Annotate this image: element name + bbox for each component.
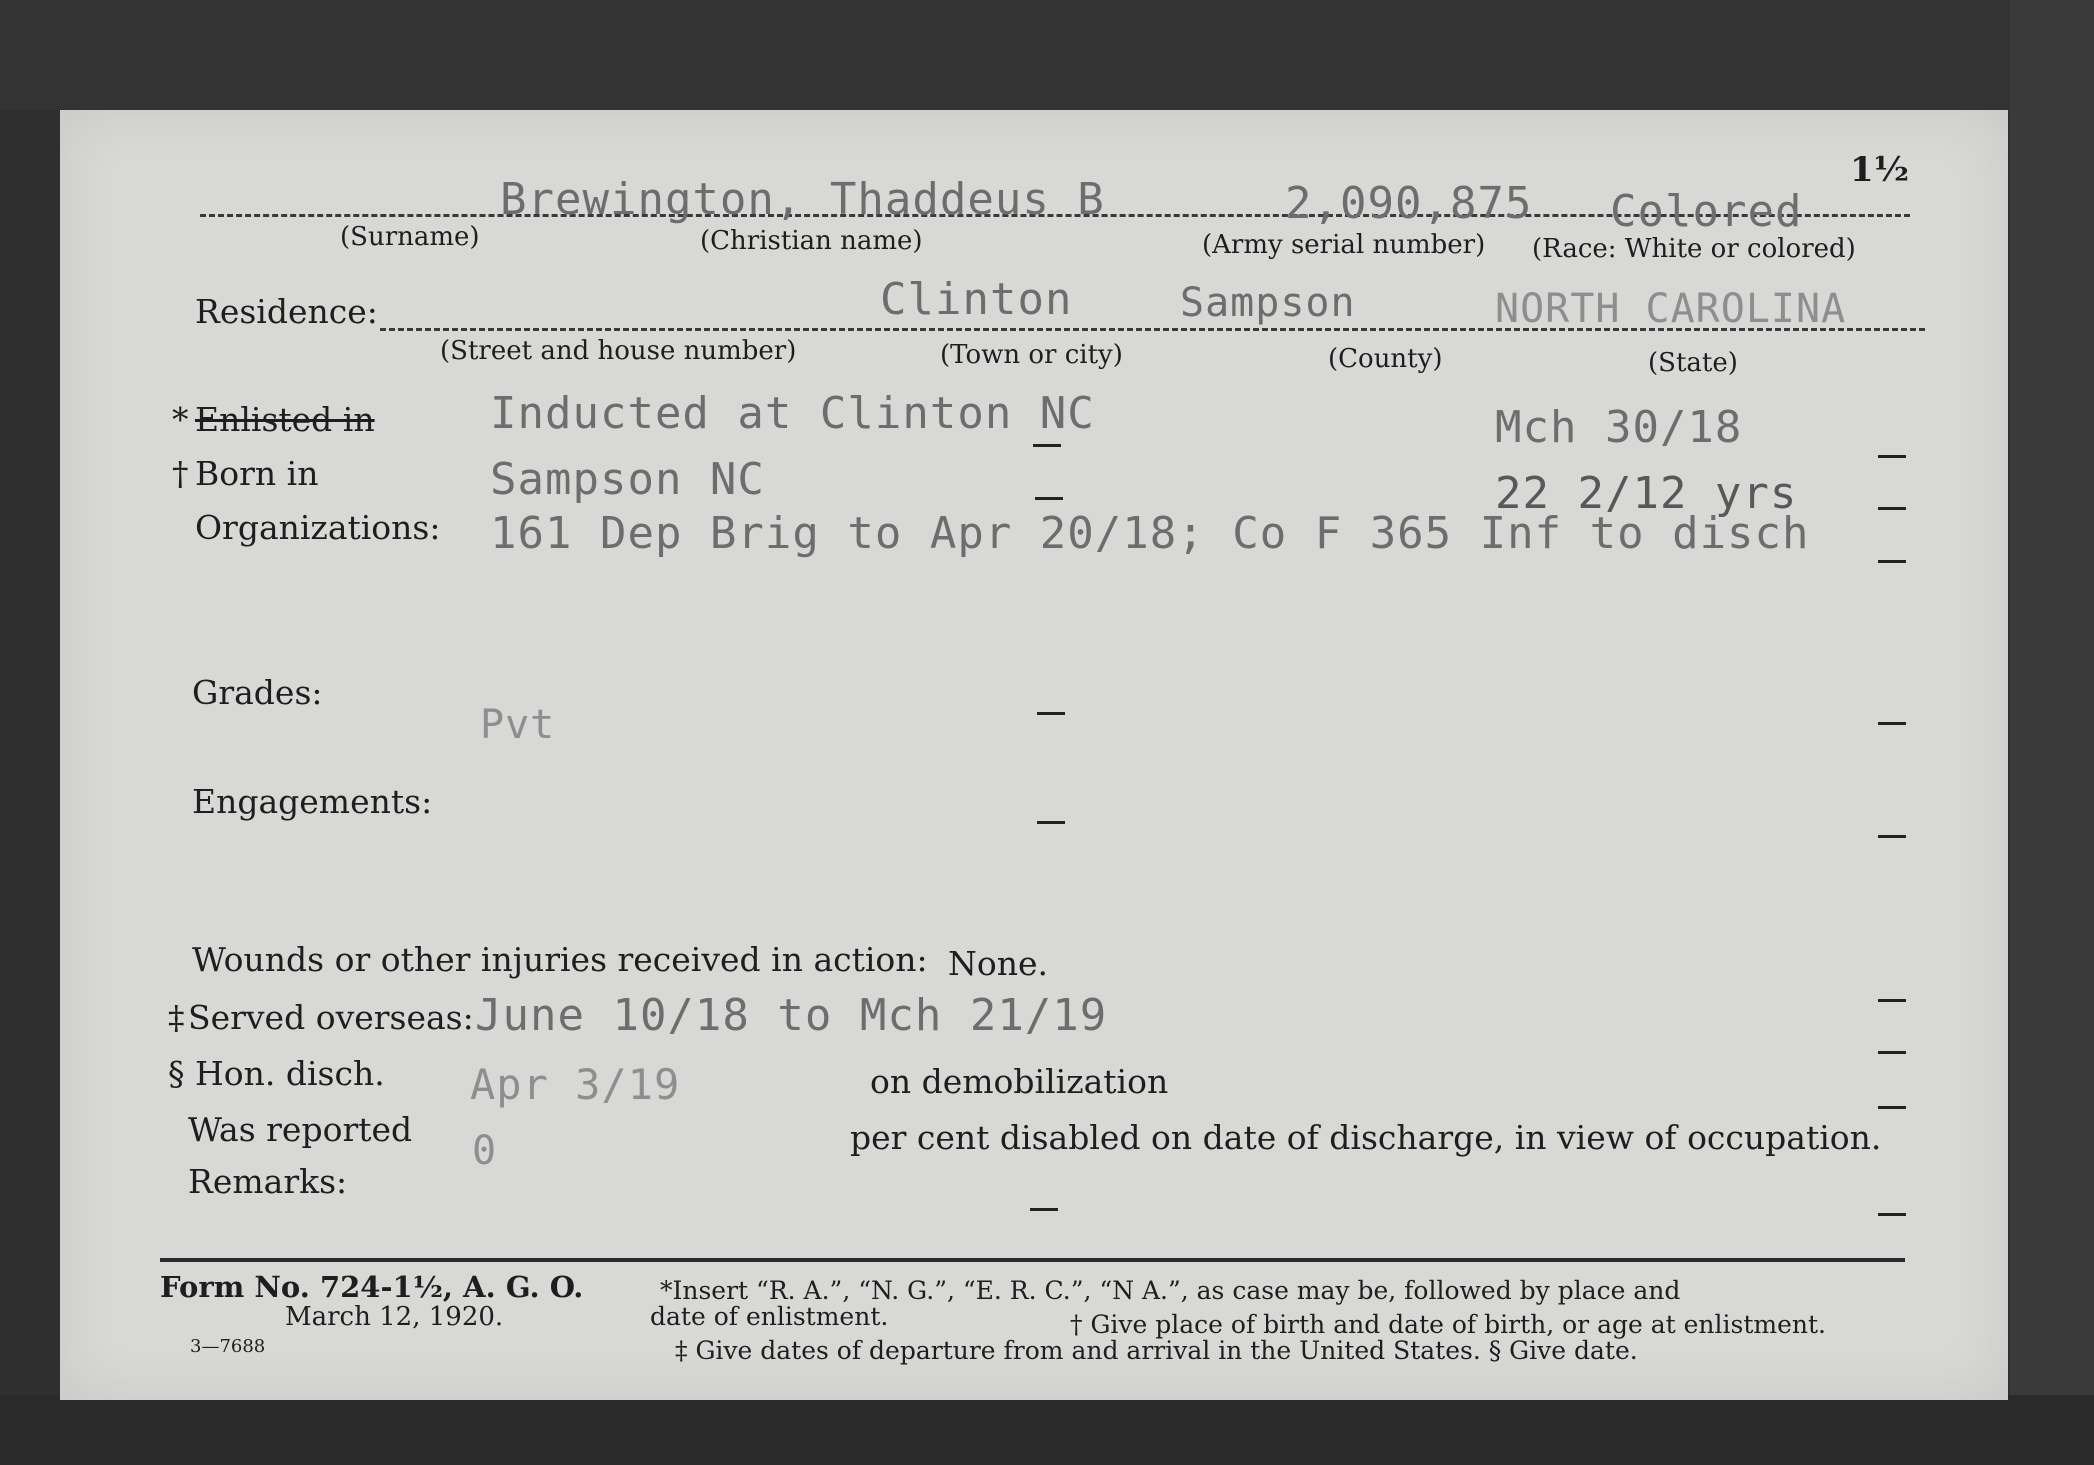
organizations-label: Organizations: — [195, 508, 441, 547]
dash-mark — [1037, 821, 1065, 824]
dash-mark — [1878, 455, 1906, 458]
town-label: (Town or city) — [940, 340, 1123, 370]
dash-mark — [1030, 1208, 1058, 1211]
christian-name-label: (Christian name) — [700, 226, 923, 256]
serial-number-label: (Army serial number) — [1202, 230, 1486, 260]
grades-label: Grades: — [192, 673, 323, 712]
organizations-value: 161 Dep Brig to Apr 20/18; Co F 365 Inf to disch — [490, 508, 1810, 559]
dash-mark — [1878, 1106, 1906, 1109]
enlisted-label: Enlisted in — [195, 400, 375, 439]
residence-label: Residence: — [195, 292, 378, 331]
service-record-card — [60, 110, 2008, 1400]
hon-disch-value: Apr 3/19 — [470, 1060, 681, 1109]
dash-mark — [1037, 712, 1065, 715]
race-value: Colored — [1610, 186, 1803, 237]
overseas-label: Served overseas: — [188, 998, 474, 1037]
enlisted-date: Mch 30/18 — [1495, 402, 1743, 453]
grades-value: Pvt — [480, 702, 556, 748]
dash-mark — [1878, 722, 1906, 725]
form-number: Form No. 724-1½, A. G. O. — [160, 1270, 584, 1304]
surname-label: (Surname) — [340, 222, 480, 252]
wounds-value: None. — [948, 944, 1049, 983]
footnote-birth: † Give place of birth and date of birth, or age at enlistment. — [1070, 1310, 1826, 1339]
background-top — [0, 0, 2094, 110]
dash-mark — [1033, 444, 1061, 447]
born-label: Born in — [195, 454, 319, 493]
hon-disch-suffix: on demobilization — [870, 1062, 1169, 1101]
reported-label: Was reported — [188, 1110, 413, 1149]
form-date: March 12, 1920. — [285, 1302, 504, 1332]
dash-mark — [1878, 835, 1906, 838]
hon-disch-mark: § — [168, 1054, 185, 1093]
county-label: (County) — [1328, 344, 1443, 374]
street-label: (Street and house number) — [440, 336, 797, 366]
footer-rule — [160, 1258, 1905, 1262]
background-right — [2010, 0, 2094, 1465]
footnote-overseas: ‡ Give dates of departure from and arrival in the United States. § Give date. — [675, 1336, 1638, 1365]
wounds-label: Wounds or other injuries received in action: — [192, 940, 928, 979]
remarks-label: Remarks: — [188, 1162, 348, 1201]
overseas-mark: ‡ — [168, 998, 185, 1037]
state-value: NORTH CAROLINA — [1495, 286, 1847, 332]
enlisted-mark: * — [172, 400, 189, 439]
footnote-insert: *Insert “R. A.”, “N. G.”, “E. R. C.”, “N A.”, as case may be, followed by place and — [660, 1276, 1681, 1305]
dash-mark — [1878, 1213, 1906, 1216]
race-label: (Race: White or colored) — [1532, 234, 1856, 264]
hon-disch-label: Hon. disch. — [195, 1054, 385, 1093]
born-mark: † — [172, 454, 189, 493]
name-value: Brewington, Thaddeus B — [500, 174, 1105, 225]
enlisted-value: Inducted at Clinton NC — [490, 388, 1095, 439]
form-code: 3—7688 — [190, 1336, 266, 1357]
dash-mark — [1878, 507, 1906, 510]
dash-mark — [1035, 497, 1063, 500]
engagements-label: Engagements: — [192, 782, 433, 821]
dash-mark — [1878, 999, 1906, 1002]
county-value: Sampson — [1180, 280, 1356, 326]
background-bottom — [0, 1395, 2094, 1465]
dash-mark — [1878, 560, 1906, 563]
born-value: Sampson NC — [490, 454, 765, 505]
card-number: 1½ — [1850, 150, 1910, 190]
dash-mark — [1878, 1051, 1906, 1054]
reported-suffix: per cent disabled on date of discharge, in view of occupation. — [850, 1118, 1882, 1157]
state-label: (State) — [1648, 348, 1738, 378]
footnote-enlistment: date of enlistment. — [650, 1302, 889, 1331]
born-age: 22 2/12 yrs — [1495, 468, 1798, 519]
town-value: Clinton — [880, 274, 1073, 325]
serial-value: 2,090,875 — [1285, 178, 1533, 229]
overseas-value: June 10/18 to Mch 21/19 — [475, 990, 1108, 1041]
reported-value: 0 — [472, 1128, 498, 1174]
